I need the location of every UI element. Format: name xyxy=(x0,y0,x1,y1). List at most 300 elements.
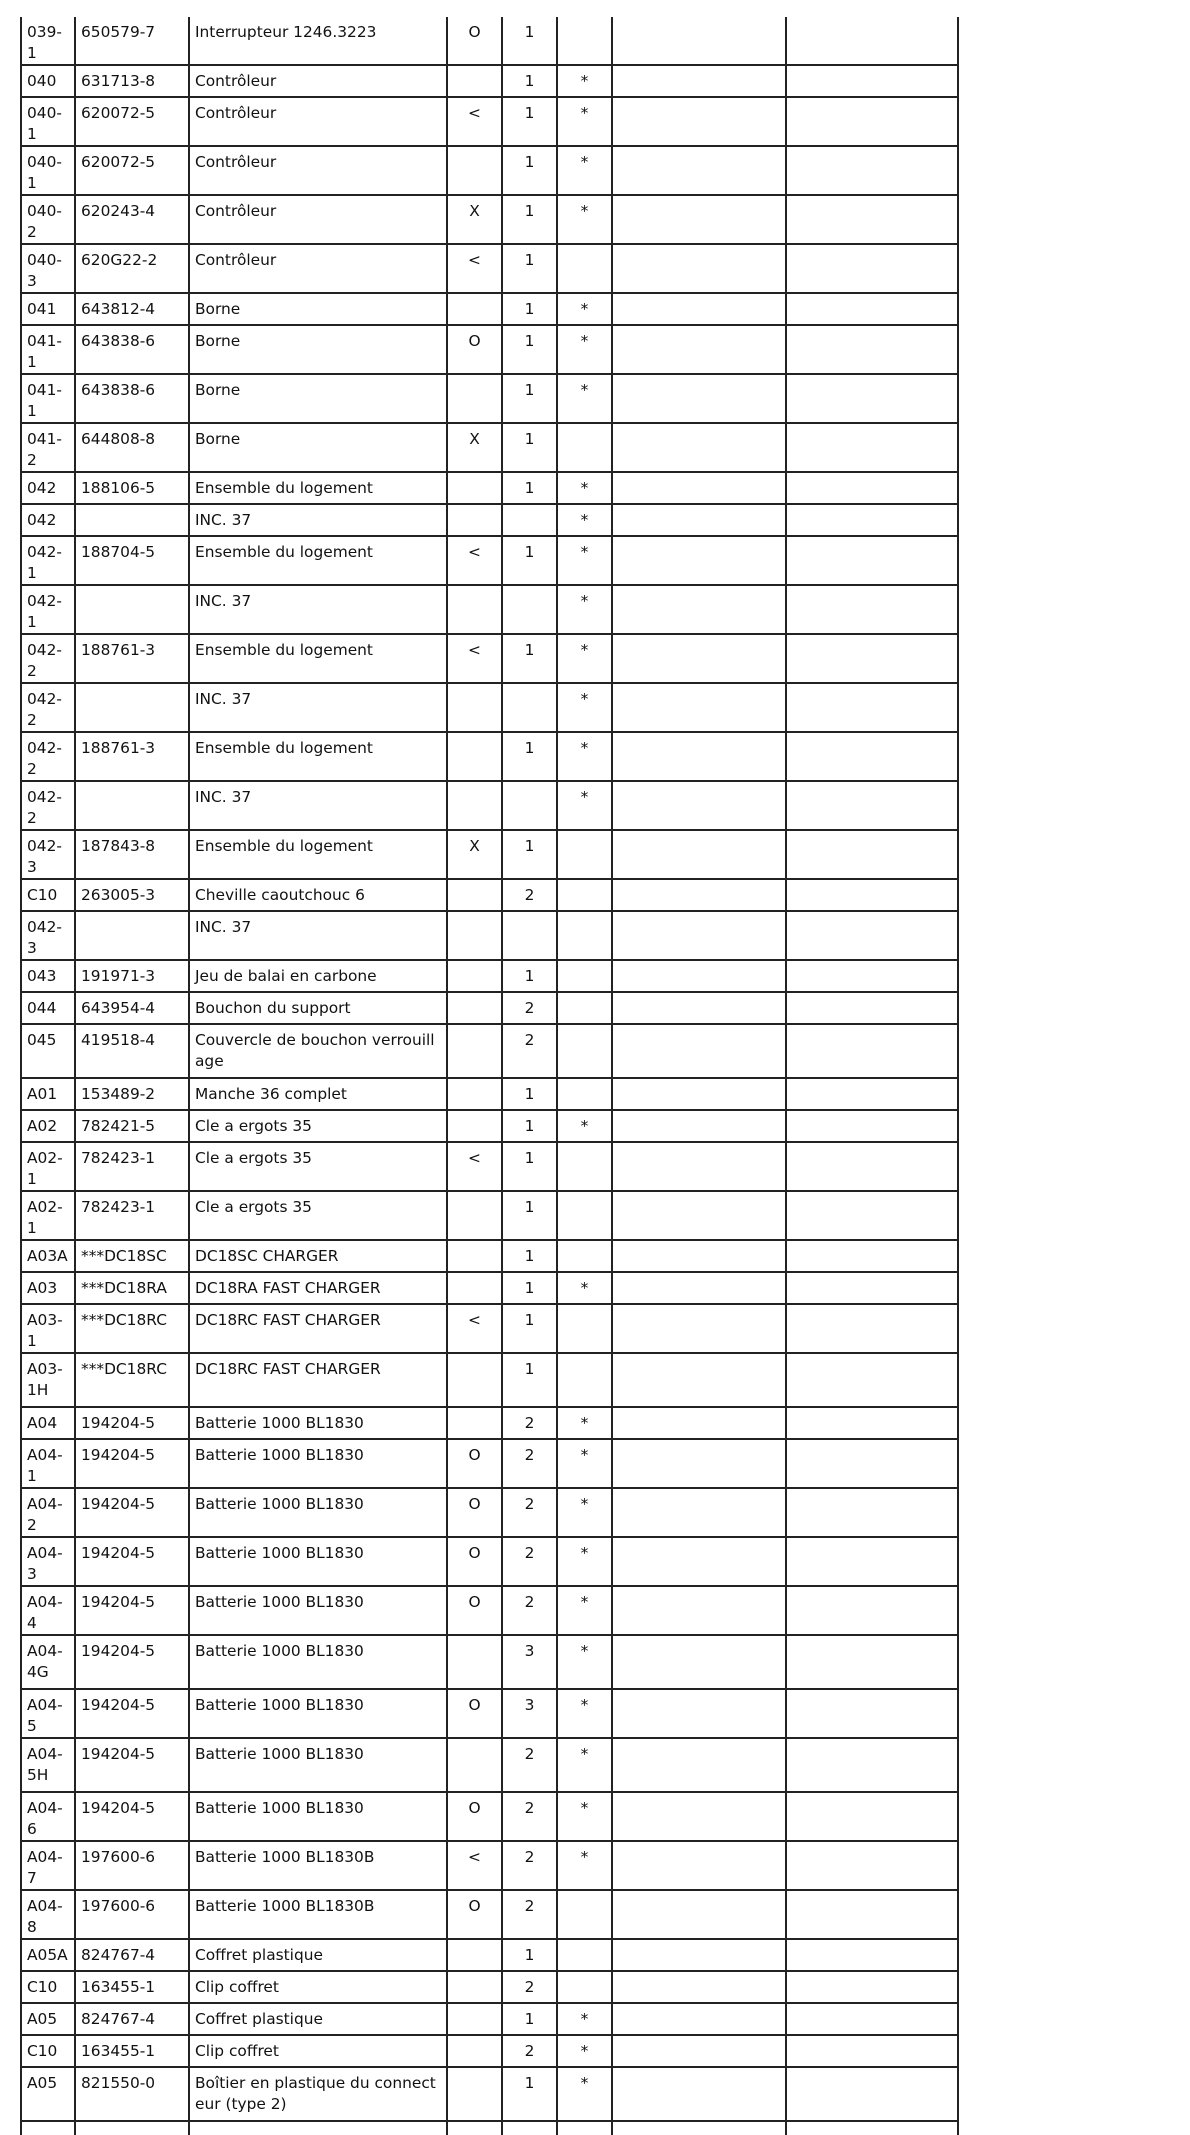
ref-cell: A04-5H xyxy=(21,1738,75,1792)
note-cell: * xyxy=(557,195,612,244)
empty-cell xyxy=(786,1439,958,1488)
note-cell xyxy=(557,244,612,293)
mark-cell: < xyxy=(447,1142,502,1191)
empty-cell xyxy=(612,1078,786,1110)
description-cell: Batterie 1000 BL1830 xyxy=(189,1689,447,1738)
part-number-cell xyxy=(75,504,189,536)
part-number-cell: 643838-6 xyxy=(75,374,189,423)
continuation-row xyxy=(21,2121,958,2135)
ref-cell: A03-1H xyxy=(21,1353,75,1407)
empty-cell xyxy=(612,2003,786,2035)
empty-cell xyxy=(612,17,786,65)
empty-cell xyxy=(786,1488,958,1537)
ref-cell: 041-2 xyxy=(21,423,75,472)
quantity-cell: 2 xyxy=(502,992,557,1024)
empty-cell xyxy=(786,1353,958,1407)
note-cell: * xyxy=(557,683,612,732)
description-cell: Interrupteur 1246.3223 xyxy=(189,17,447,65)
part-number-cell: 782423-1 xyxy=(75,1191,189,1240)
table-row xyxy=(21,1738,958,1792)
empty-cell xyxy=(786,1024,958,1078)
mark-cell: O xyxy=(447,325,502,374)
empty-cell xyxy=(502,2121,557,2135)
empty-cell xyxy=(786,1586,958,1635)
empty-cell xyxy=(786,2121,958,2135)
table-row xyxy=(21,472,958,504)
note-cell: * xyxy=(557,2067,612,2121)
table-row xyxy=(21,1191,958,1240)
part-number-cell: 782423-1 xyxy=(75,1142,189,1191)
ref-cell: 040-1 xyxy=(21,146,75,195)
ref-cell: A03 xyxy=(21,1272,75,1304)
note-cell: * xyxy=(557,1439,612,1488)
mark-cell xyxy=(447,1110,502,1142)
part-number-cell: 197600-6 xyxy=(75,1841,189,1890)
empty-cell xyxy=(786,504,958,536)
table-row xyxy=(21,1792,958,1841)
empty-cell xyxy=(786,1890,958,1939)
empty-cell xyxy=(612,472,786,504)
empty-cell xyxy=(786,911,958,960)
empty-cell xyxy=(612,1939,786,1971)
empty-cell xyxy=(557,2121,612,2135)
empty-cell xyxy=(612,732,786,781)
part-number-cell: 263005-3 xyxy=(75,879,189,911)
ref-cell: A05A xyxy=(21,1939,75,1971)
mark-cell: O xyxy=(447,1537,502,1586)
empty-cell xyxy=(75,2121,189,2135)
description-cell: Cle a ergots 35 xyxy=(189,1142,447,1191)
ref-cell: A04 xyxy=(21,1407,75,1439)
table-row xyxy=(21,1841,958,1890)
part-number-cell: 194204-5 xyxy=(75,1689,189,1738)
part-number-cell: 194204-5 xyxy=(75,1537,189,1586)
part-number-cell: 821550-0 xyxy=(75,2067,189,2121)
parts-table xyxy=(20,17,959,2135)
mark-cell xyxy=(447,1738,502,1792)
empty-cell xyxy=(612,504,786,536)
quantity-cell: 2 xyxy=(502,1586,557,1635)
description-cell: INC. 37 xyxy=(189,585,447,634)
empty-cell xyxy=(786,1537,958,1586)
empty-cell xyxy=(612,634,786,683)
empty-cell xyxy=(786,683,958,732)
description-cell: Jeu de balai en carbone xyxy=(189,960,447,992)
mark-cell: < xyxy=(447,634,502,683)
ref-cell: A02-1 xyxy=(21,1142,75,1191)
part-number-cell: 194204-5 xyxy=(75,1439,189,1488)
table-row xyxy=(21,195,958,244)
note-cell: * xyxy=(557,65,612,97)
description-cell: Cheville caoutchouc 6 xyxy=(189,879,447,911)
empty-cell xyxy=(786,472,958,504)
ref-cell: 042-2 xyxy=(21,732,75,781)
note-cell xyxy=(557,1890,612,1939)
empty-cell xyxy=(786,732,958,781)
quantity-cell: 3 xyxy=(502,1689,557,1738)
note-cell: * xyxy=(557,634,612,683)
part-number-cell: 191971-3 xyxy=(75,960,189,992)
empty-cell xyxy=(786,1240,958,1272)
mark-cell: X xyxy=(447,423,502,472)
quantity-cell: 1 xyxy=(502,423,557,472)
note-cell: * xyxy=(557,1272,612,1304)
quantity-cell: 2 xyxy=(502,1792,557,1841)
empty-cell xyxy=(612,2121,786,2135)
ref-cell: 040-1 xyxy=(21,97,75,146)
table-row xyxy=(21,504,958,536)
ref-cell: 041-1 xyxy=(21,374,75,423)
quantity-cell: 1 xyxy=(502,2003,557,2035)
table-row xyxy=(21,911,958,960)
table-row xyxy=(21,634,958,683)
empty-cell xyxy=(786,960,958,992)
quantity-cell: 2 xyxy=(502,1537,557,1586)
empty-cell xyxy=(786,325,958,374)
table-row xyxy=(21,1240,958,1272)
table-row xyxy=(21,1689,958,1738)
ref-cell: 040-2 xyxy=(21,195,75,244)
table-row xyxy=(21,960,958,992)
empty-cell xyxy=(612,1635,786,1689)
ref-cell: 042-1 xyxy=(21,585,75,634)
empty-cell xyxy=(786,1738,958,1792)
empty-cell xyxy=(786,1110,958,1142)
quantity-cell: 1 xyxy=(502,97,557,146)
quantity-cell: 1 xyxy=(502,472,557,504)
note-cell xyxy=(557,1971,612,2003)
table-row xyxy=(21,65,958,97)
mark-cell: O xyxy=(447,1890,502,1939)
description-cell: Batterie 1000 BL1830 xyxy=(189,1792,447,1841)
description-cell: Boîtier en plastique du connecteur (type 2) xyxy=(189,2067,447,2121)
note-cell: * xyxy=(557,1841,612,1890)
ref-cell: A02 xyxy=(21,1110,75,1142)
note-cell: * xyxy=(557,1488,612,1537)
note-cell xyxy=(557,960,612,992)
table-row xyxy=(21,1407,958,1439)
mark-cell: X xyxy=(447,195,502,244)
mark-cell xyxy=(447,1024,502,1078)
description-cell: DC18SC CHARGER xyxy=(189,1240,447,1272)
table-row xyxy=(21,1110,958,1142)
mark-cell xyxy=(447,911,502,960)
mark-cell xyxy=(447,504,502,536)
empty-cell xyxy=(786,2003,958,2035)
table-row xyxy=(21,293,958,325)
quantity-cell: 1 xyxy=(502,1304,557,1353)
mark-cell: < xyxy=(447,244,502,293)
empty-cell xyxy=(786,879,958,911)
mark-cell xyxy=(447,1407,502,1439)
empty-cell xyxy=(612,683,786,732)
empty-cell xyxy=(786,293,958,325)
ref-cell: A03-1 xyxy=(21,1304,75,1353)
description-cell: Coffret plastique xyxy=(189,2003,447,2035)
table-row xyxy=(21,1890,958,1939)
empty-cell xyxy=(786,830,958,879)
part-number-cell: ***DC18RC xyxy=(75,1353,189,1407)
empty-cell xyxy=(612,65,786,97)
description-cell: DC18RC FAST CHARGER xyxy=(189,1304,447,1353)
quantity-cell: 1 xyxy=(502,65,557,97)
part-number-cell: 620243-4 xyxy=(75,195,189,244)
ref-cell: 041 xyxy=(21,293,75,325)
quantity-cell: 1 xyxy=(502,830,557,879)
table-row xyxy=(21,1488,958,1537)
empty-cell xyxy=(612,1191,786,1240)
table-row xyxy=(21,830,958,879)
ref-cell: A04-3 xyxy=(21,1537,75,1586)
part-number-cell xyxy=(75,683,189,732)
description-cell: Contrôleur xyxy=(189,65,447,97)
empty-cell xyxy=(612,879,786,911)
note-cell: * xyxy=(557,2035,612,2067)
table-row xyxy=(21,1272,958,1304)
quantity-cell: 1 xyxy=(502,960,557,992)
mark-cell: < xyxy=(447,536,502,585)
table-row xyxy=(21,585,958,634)
mark-cell xyxy=(447,781,502,830)
note-cell xyxy=(557,830,612,879)
table-row xyxy=(21,2035,958,2067)
mark-cell xyxy=(447,2067,502,2121)
empty-cell xyxy=(612,244,786,293)
part-number-cell xyxy=(75,781,189,830)
description-cell: INC. 37 xyxy=(189,683,447,732)
ref-cell: A04-5 xyxy=(21,1689,75,1738)
empty-cell xyxy=(786,97,958,146)
mark-cell xyxy=(447,2035,502,2067)
ref-cell: 042-2 xyxy=(21,781,75,830)
quantity-cell: 2 xyxy=(502,1439,557,1488)
part-number-cell: 650579-7 xyxy=(75,17,189,65)
empty-cell xyxy=(612,536,786,585)
table-row xyxy=(21,325,958,374)
empty-cell xyxy=(786,374,958,423)
note-cell xyxy=(557,992,612,1024)
note-cell: * xyxy=(557,1586,612,1635)
ref-cell: 040-3 xyxy=(21,244,75,293)
empty-cell xyxy=(447,2121,502,2135)
quantity-cell: 1 xyxy=(502,195,557,244)
note-cell: * xyxy=(557,325,612,374)
part-number-cell: 643838-6 xyxy=(75,325,189,374)
empty-cell xyxy=(786,17,958,65)
note-cell xyxy=(557,423,612,472)
table-row xyxy=(21,1024,958,1078)
quantity-cell: 1 xyxy=(502,1272,557,1304)
empty-cell xyxy=(612,960,786,992)
ref-cell: A04-1 xyxy=(21,1439,75,1488)
part-number-cell: 419518-4 xyxy=(75,1024,189,1078)
part-number-cell: 620072-5 xyxy=(75,97,189,146)
empty-cell xyxy=(612,1407,786,1439)
note-cell xyxy=(557,911,612,960)
note-cell: * xyxy=(557,1407,612,1439)
description-cell: Ensemble du logement xyxy=(189,472,447,504)
description-cell: Batterie 1000 BL1830 xyxy=(189,1586,447,1635)
table-row xyxy=(21,1353,958,1407)
description-cell: Ensemble du logement xyxy=(189,830,447,879)
empty-cell xyxy=(786,2067,958,2121)
table-row xyxy=(21,1635,958,1689)
empty-cell xyxy=(786,1407,958,1439)
quantity-cell: 2 xyxy=(502,2035,557,2067)
empty-cell xyxy=(786,1272,958,1304)
note-cell xyxy=(557,1191,612,1240)
note-cell xyxy=(557,879,612,911)
empty-cell xyxy=(786,1635,958,1689)
note-cell: * xyxy=(557,781,612,830)
quantity-cell: 1 xyxy=(502,1078,557,1110)
table-row xyxy=(21,1304,958,1353)
description-cell: Borne xyxy=(189,423,447,472)
description-cell: INC. 37 xyxy=(189,781,447,830)
part-number-cell: 188761-3 xyxy=(75,634,189,683)
note-cell: * xyxy=(557,146,612,195)
empty-cell xyxy=(612,1272,786,1304)
empty-cell xyxy=(786,1689,958,1738)
empty-cell xyxy=(612,1792,786,1841)
ref-cell: 042 xyxy=(21,504,75,536)
empty-cell xyxy=(786,1841,958,1890)
description-cell: Bouchon du support xyxy=(189,992,447,1024)
description-cell: Ensemble du logement xyxy=(189,634,447,683)
quantity-cell: 1 xyxy=(502,1240,557,1272)
ref-cell: A05 xyxy=(21,2003,75,2035)
ref-cell: 041-1 xyxy=(21,325,75,374)
mark-cell: X xyxy=(447,830,502,879)
empty-cell xyxy=(786,1971,958,2003)
mark-cell xyxy=(447,960,502,992)
description-cell: Coffret plastique xyxy=(189,1939,447,1971)
description-cell: Batterie 1000 BL1830 xyxy=(189,1738,447,1792)
mark-cell xyxy=(447,1353,502,1407)
mark-cell xyxy=(447,992,502,1024)
quantity-cell: 2 xyxy=(502,1841,557,1890)
empty-cell xyxy=(612,1353,786,1407)
mark-cell: O xyxy=(447,1586,502,1635)
empty-cell xyxy=(612,1586,786,1635)
table-row xyxy=(21,1078,958,1110)
table-row xyxy=(21,536,958,585)
empty-cell xyxy=(612,423,786,472)
description-cell: Contrôleur xyxy=(189,244,447,293)
quantity-cell: 2 xyxy=(502,1488,557,1537)
part-number-cell: 194204-5 xyxy=(75,1635,189,1689)
mark-cell xyxy=(447,1078,502,1110)
quantity-cell: 2 xyxy=(502,1738,557,1792)
ref-cell: A04-6 xyxy=(21,1792,75,1841)
quantity-cell: 1 xyxy=(502,634,557,683)
part-number-cell: ***DC18SC xyxy=(75,1240,189,1272)
note-cell: * xyxy=(557,536,612,585)
ref-cell: 043 xyxy=(21,960,75,992)
description-cell: Cle a ergots 35 xyxy=(189,1191,447,1240)
table-row xyxy=(21,683,958,732)
empty-cell xyxy=(612,992,786,1024)
description-cell: Borne xyxy=(189,293,447,325)
note-cell: * xyxy=(557,1792,612,1841)
note-cell xyxy=(557,17,612,65)
mark-cell xyxy=(447,1272,502,1304)
ref-cell: A03A xyxy=(21,1240,75,1272)
empty-cell xyxy=(612,146,786,195)
empty-cell xyxy=(612,1971,786,2003)
empty-cell xyxy=(612,1142,786,1191)
note-cell xyxy=(557,1939,612,1971)
table-row xyxy=(21,1142,958,1191)
part-number-cell: 188106-5 xyxy=(75,472,189,504)
part-number-cell: 194204-5 xyxy=(75,1738,189,1792)
empty-cell xyxy=(612,1439,786,1488)
description-cell: Cle a ergots 35 xyxy=(189,1110,447,1142)
note-cell: * xyxy=(557,1689,612,1738)
description-cell: Ensemble du logement xyxy=(189,536,447,585)
empty-cell xyxy=(786,423,958,472)
quantity-cell: 2 xyxy=(502,1024,557,1078)
empty-cell xyxy=(786,781,958,830)
ref-cell: 042-2 xyxy=(21,683,75,732)
empty-cell xyxy=(612,1240,786,1272)
ref-cell: 042-3 xyxy=(21,830,75,879)
empty-cell xyxy=(786,1792,958,1841)
empty-cell xyxy=(612,1890,786,1939)
quantity-cell xyxy=(502,683,557,732)
quantity-cell: 1 xyxy=(502,1142,557,1191)
part-number-cell: 644808-8 xyxy=(75,423,189,472)
quantity-cell: 1 xyxy=(502,244,557,293)
ref-cell: 042-1 xyxy=(21,536,75,585)
note-cell: * xyxy=(557,97,612,146)
ref-cell: 044 xyxy=(21,992,75,1024)
empty-cell xyxy=(612,97,786,146)
empty-cell xyxy=(612,293,786,325)
part-number-cell: 187843-8 xyxy=(75,830,189,879)
empty-cell xyxy=(786,244,958,293)
empty-cell xyxy=(612,1537,786,1586)
description-cell: Batterie 1000 BL1830 xyxy=(189,1407,447,1439)
quantity-cell: 1 xyxy=(502,2067,557,2121)
ref-cell: A04-2 xyxy=(21,1488,75,1537)
quantity-cell: 1 xyxy=(502,374,557,423)
ref-cell: 042-3 xyxy=(21,911,75,960)
note-cell xyxy=(557,1353,612,1407)
part-number-cell: ***DC18RC xyxy=(75,1304,189,1353)
mark-cell xyxy=(447,683,502,732)
table-row xyxy=(21,732,958,781)
mark-cell xyxy=(447,374,502,423)
part-number-cell xyxy=(75,911,189,960)
mark-cell xyxy=(447,2003,502,2035)
mark-cell xyxy=(447,879,502,911)
mark-cell xyxy=(447,1240,502,1272)
ref-cell: C10 xyxy=(21,1971,75,2003)
description-cell: Batterie 1000 BL1830B xyxy=(189,1841,447,1890)
note-cell: * xyxy=(557,1110,612,1142)
note-cell xyxy=(557,1304,612,1353)
quantity-cell: 2 xyxy=(502,1971,557,2003)
quantity-cell: 1 xyxy=(502,1191,557,1240)
mark-cell: O xyxy=(447,1689,502,1738)
description-cell: Clip coffret xyxy=(189,2035,447,2067)
part-number-cell: 163455-1 xyxy=(75,1971,189,2003)
empty-cell xyxy=(612,1488,786,1537)
mark-cell xyxy=(447,1635,502,1689)
note-cell: * xyxy=(557,504,612,536)
quantity-cell: 1 xyxy=(502,1110,557,1142)
